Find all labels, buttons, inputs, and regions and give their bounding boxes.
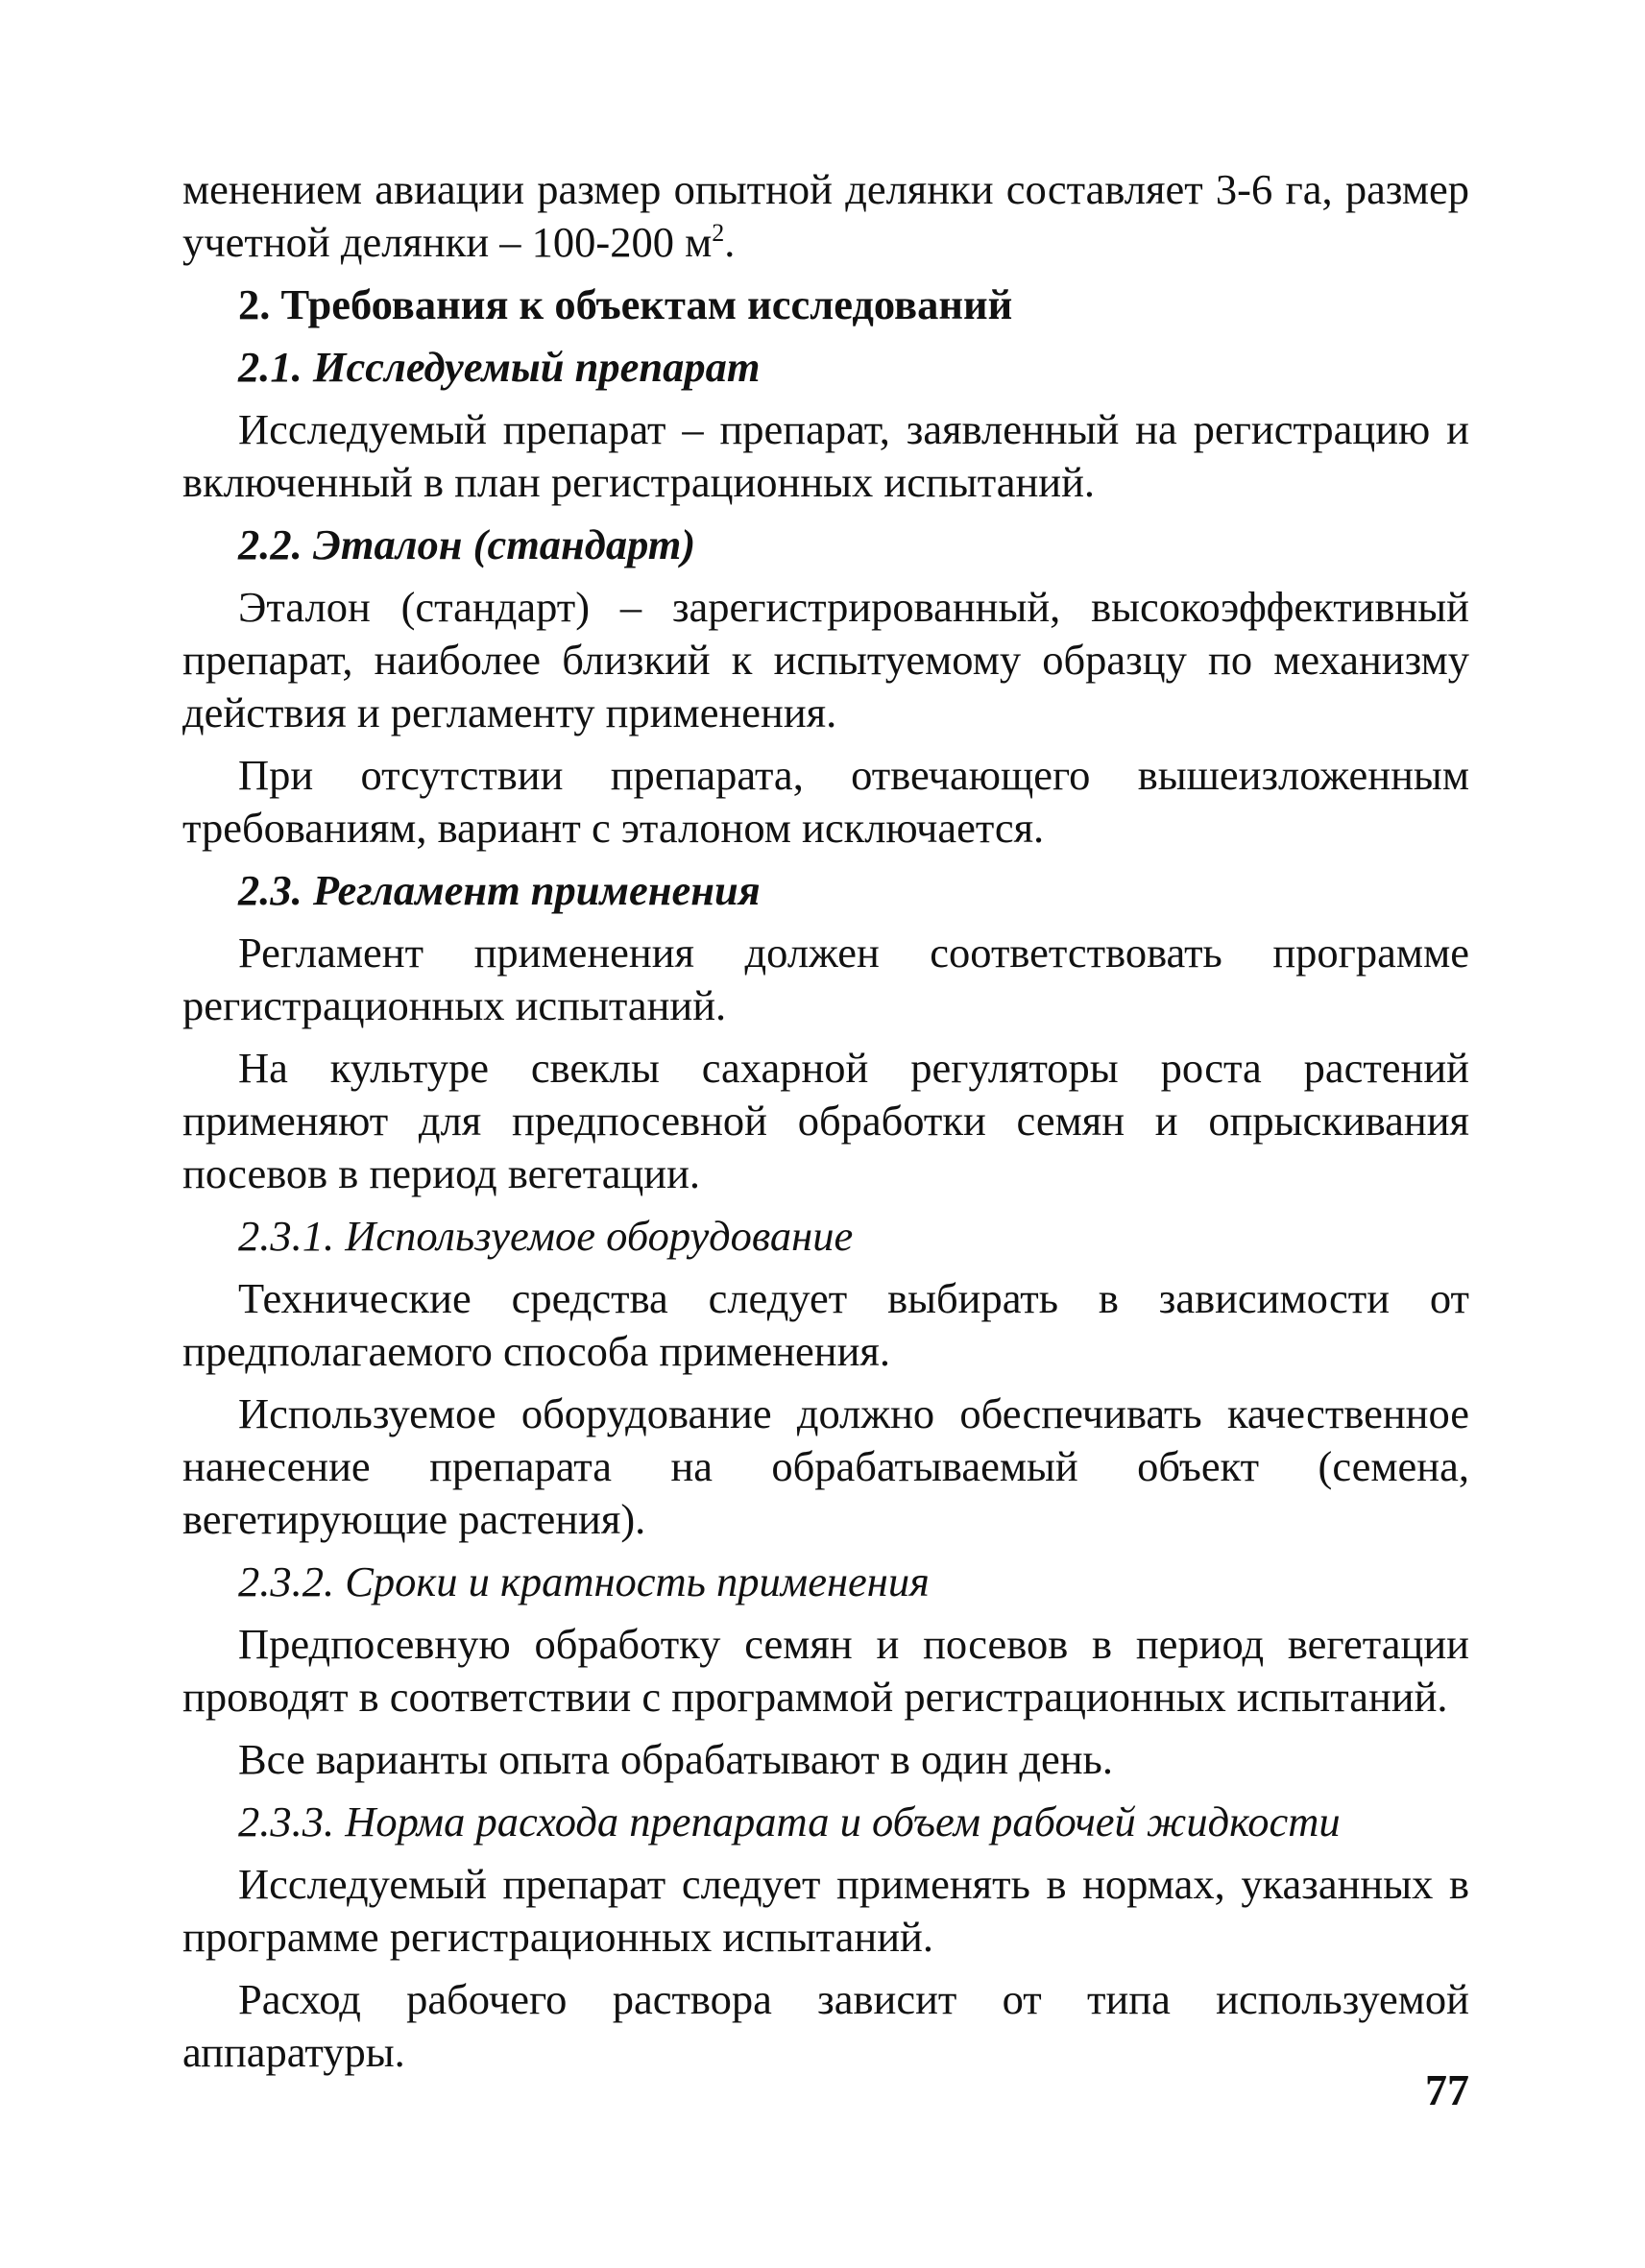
paragraph-2-3-1-b: Используемое оборудование должно обеспечивать качественное нанесение препарата на обрабатываемый объект (семена, вегетирующие растения). xyxy=(182,1389,1469,1543)
page-body xyxy=(182,163,1469,2088)
paragraph-2-3-b: На культуре свеклы сахарной регуляторы роста растений применяют для предпосевной обработки семян и опрыскивания посевов в период вегетации. xyxy=(182,1044,1469,1197)
paragraph-2-1: Исследуемый препарат – препарат, заявленный на регистрацию и включенный в план регистрационных испытаний. xyxy=(182,405,1469,506)
heading-2-3: 2.3. Регламент применения xyxy=(238,866,761,914)
paragraph-2-3-2-b: Все варианты опыта обрабатывают в один день. xyxy=(238,1735,1113,1783)
superscript-2: 2 xyxy=(712,219,725,248)
heading-2-3-2: 2.3.2. Сроки и кратность применения xyxy=(238,1557,930,1605)
page-number: 77 xyxy=(1425,2065,1469,2114)
paragraph-2-3-1-a: Технические средства следует выбирать в зависимости от предполагаемого способа применения. xyxy=(182,1274,1469,1375)
heading-2-2: 2.2. Эталон (стандарт) xyxy=(238,520,696,568)
paragraph-2-3-a: Регламент применения должен соответствовать программе регистрационных испытаний. xyxy=(182,929,1469,1029)
paragraph-2-3-2-a: Предпосевную обработку семян и посевов в период вегетации проводят в соответствии с программой регистрационных испытаний. xyxy=(182,1620,1469,1721)
continuation-text: менением авиации размер опытной делянки составляет 3-6 га, размер учетной делянки – 100-200 м xyxy=(182,165,1469,266)
paragraph-2-3-3-b: Расход рабочего раствора зависит от типа используемой аппаратуры. xyxy=(182,1975,1469,2076)
heading-2-3-3: 2.3.3. Норма расхода препарата и объем рабочей жидкости xyxy=(238,1798,1341,1846)
heading-2-3-1: 2.3.1. Используемое оборудование xyxy=(238,1212,854,1260)
paragraph-2-3-3-a: Исследуемый препарат следует применять в нормах, указанных в программе регистрационных испытаний. xyxy=(182,1860,1469,1961)
continuation-period: . xyxy=(724,218,736,266)
paragraph-2-2-a: Эталон (стандарт) – зарегистрированный, высокоэффективный препарат, наиболее близкий к испытуемому образцу по механизму действия и регламенту применения. xyxy=(182,583,1469,736)
heading-section-2: 2. Требования к объектам исследований xyxy=(238,280,1013,328)
heading-2-1: 2.1. Исследуемый препарат xyxy=(238,343,761,391)
paragraph-continuation xyxy=(182,163,1469,269)
paragraph-2-2-b: При отсутствии препарата, отвечающего вышеизложенным требованиям, вариант с эталоном исключается. xyxy=(182,751,1469,852)
